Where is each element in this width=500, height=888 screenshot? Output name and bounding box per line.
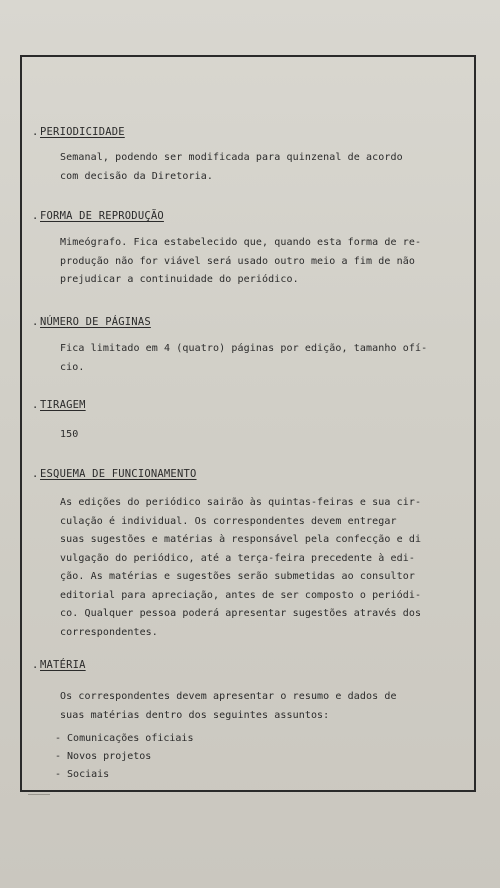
text-line: cio. — [60, 361, 85, 373]
section-heading: PERIODICIDADE — [40, 126, 125, 138]
bullet-icon: . — [32, 399, 39, 411]
text-line: suas sugestões e matérias à responsável pela confecção e di — [60, 534, 422, 545]
text-line: com decisão da Diretoria. — [60, 170, 214, 182]
text-line: Mimeógrafo. Fica estabelecido que, quando esta forma de re- — [60, 237, 422, 248]
text-line: vulgação do periódico, até a terça-feira precedente à edi- — [60, 552, 415, 564]
bullet-icon: . — [32, 316, 39, 328]
section-title-materia — [32, 659, 86, 671]
section-title-periodicidade — [32, 126, 125, 138]
materia-topic-list — [55, 730, 193, 784]
paragraph-forma-de-reproducao — [60, 234, 472, 290]
text-line: 150 — [60, 429, 79, 440]
text-line: prejudicar a continuidade do periódico. — [60, 274, 299, 285]
text-line: ção. As matérias e sugestões serão submetidas ao consultor — [60, 571, 415, 582]
text-line: produção não for viável será usado outro meio a fim de não — [60, 255, 415, 267]
paragraph-periodicidade — [60, 149, 472, 186]
section-heading: TIRAGEM — [40, 399, 86, 411]
section-title-forma-de-reproducao — [32, 210, 164, 222]
section-title-esquema-de-funcionamento — [32, 468, 197, 480]
list-item: - Novos projetos — [55, 751, 152, 762]
text-line: Fica limitado em 4 (quatro) páginas por edição, tamanho ofí- — [60, 343, 428, 354]
paragraph-esquema-de-funcionamento — [60, 494, 472, 642]
paragraph-tiragem — [60, 426, 472, 445]
section-title-numero-de-paginas — [32, 316, 151, 328]
list-item: - Comunicações oficiais — [55, 733, 194, 744]
margin-mark — [28, 794, 50, 795]
paragraph-numero-de-paginas — [60, 340, 472, 377]
section-heading: MATÉRIA — [40, 659, 86, 671]
section-title-tiragem — [32, 399, 86, 411]
section-heading: FORMA DE REPRODUÇÃO — [40, 210, 164, 222]
text-line: correspondentes. — [60, 626, 158, 638]
text-line: suas matérias dentro dos seguintes assuntos: — [60, 709, 330, 721]
bullet-icon: . — [32, 659, 39, 671]
section-heading: ESQUEMA DE FUNCIONAMENTO — [40, 468, 197, 480]
paragraph-materia — [60, 688, 472, 725]
section-heading: NÚMERO DE PÁGINAS — [40, 316, 151, 328]
list-item: - Sociais — [55, 769, 110, 780]
bullet-icon: . — [32, 468, 39, 480]
text-line: culação é individual. Os correspondentes devem entregar — [60, 515, 397, 527]
text-line: co. Qualquer pessoa poderá apresentar sugestões através dos — [60, 608, 422, 619]
bullet-icon: . — [32, 210, 39, 222]
text-line: Os correspondentes devem apresentar o resumo e dados de — [60, 691, 397, 702]
bullet-icon: . — [32, 126, 39, 138]
text-line: As edições do periódico sairão às quintas-feiras e sua cir- — [60, 497, 422, 508]
text-line: editorial para apreciação, antes de ser composto o periódi- — [60, 589, 422, 601]
text-line: Semanal, podendo ser modificada para quinzenal de acordo — [60, 152, 403, 163]
